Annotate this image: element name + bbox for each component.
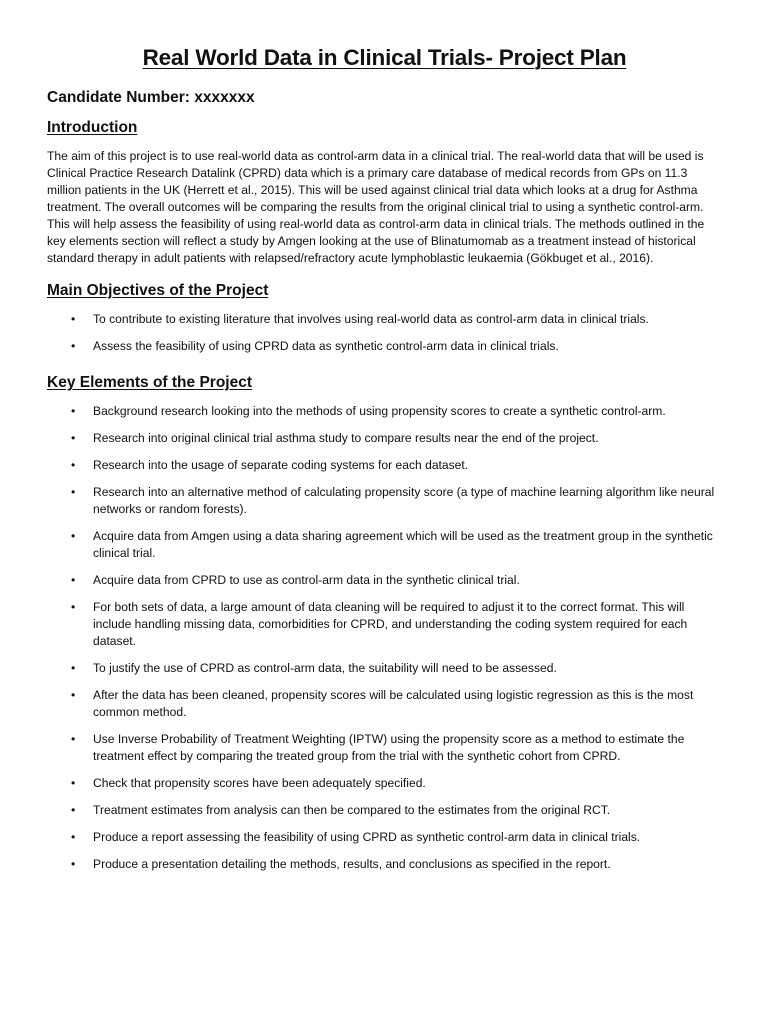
list-item-text: Treatment estimates from analysis can then be compared to the estimates from the original RCT. [93, 803, 611, 817]
key-elements-heading: Key Elements of the Project [47, 374, 253, 391]
list-item-text: Research into original clinical trial asthma study to compare results near the end of the project. [93, 431, 599, 445]
introduction-paragraph: The aim of this project is to use real-world data as control-arm data in a clinical trial. The real-world data that will be used is Clinical Practice Research Datalink (CPRD) data which is a primary care database of medical records from GPs on 11.3 million patients in the UK (Herrett et al., 2015). This will be used against clinical trial data which looks at a drug for Asthma treatment. The overall outcomes will be comparing the results from the original clinical trial to using a synthetic control-arm. This will help assess the feasibility of using real-world data as control-arm data in clinical trials. The methods outlined in the key elements section will reflect a study by Amgen looking at the use of Blinatumomab as a treatment instead of historical standard therapy in adult patients with relapsed/refractory acute lymphoblastic leukaemia (Gökbuget et al., 2016). [47, 149, 705, 265]
list-item [47, 775, 722, 792]
bullet-icon: • [71, 404, 76, 418]
list-item [47, 660, 722, 677]
list-item-text: To justify the use of CPRD as control-arm data, the suitability will need to be assessed. [93, 661, 557, 675]
list-item-text: To contribute to existing literature that involves using real-world data as control-arm data in clinical trials. [93, 312, 649, 326]
list-item [47, 403, 722, 420]
bullet-icon: • [71, 485, 76, 499]
bullet-icon: • [71, 312, 76, 326]
key-elements-list [47, 403, 722, 873]
bullet-icon: • [71, 857, 76, 871]
list-item [47, 311, 722, 328]
list-item-text: Use Inverse Probability of Treatment Weighting (IPTW) using the propensity score as a method to estimate the treatment effect by comparing the treated group from the trial with the synthetic cohort from CPRD. [93, 732, 685, 763]
list-item [47, 687, 722, 721]
bullet-icon: • [71, 529, 76, 543]
bullet-icon: • [71, 339, 76, 353]
list-item [47, 599, 722, 650]
introduction-heading: Introduction [47, 119, 138, 136]
list-item [47, 528, 722, 562]
list-item [47, 731, 722, 765]
objectives-list [47, 311, 722, 355]
list-item [47, 338, 722, 355]
bullet-icon: • [71, 458, 76, 472]
candidate-number: Candidate Number: xxxxxxx [47, 89, 255, 106]
list-item-text: Acquire data from Amgen using a data sharing agreement which will be used as the treatment group in the synthetic clinical trial. [93, 529, 713, 560]
list-item-text: Research into an alternative method of calculating propensity score (a type of machine learning algorithm like neural networks or random forests). [93, 485, 715, 516]
list-item-text: Background research looking into the methods of using propensity scores to create a synthetic control-arm. [93, 404, 666, 418]
bullet-icon: • [71, 776, 76, 790]
bullet-icon: • [71, 732, 76, 746]
page-title: Real World Data in Clinical Trials- Project Plan [142, 45, 627, 70]
list-item-text: Produce a presentation detailing the methods, results, and conclusions as specified in the report. [93, 857, 611, 871]
list-item-text: Assess the feasibility of using CPRD data as synthetic control-arm data in clinical trials. [93, 339, 559, 353]
bullet-icon: • [71, 600, 76, 614]
list-item-text: Research into the usage of separate coding systems for each dataset. [93, 458, 469, 472]
list-item [47, 829, 722, 846]
list-item [47, 430, 722, 447]
bullet-icon: • [71, 431, 76, 445]
bullet-icon: • [71, 573, 76, 587]
list-item [47, 856, 722, 873]
list-item-text: Acquire data from CPRD to use as control-arm data in the synthetic clinical trial. [93, 573, 520, 587]
list-item-text: For both sets of data, a large amount of data cleaning will be required to adjust it to the correct format. This will include handling missing data, comorbidities for CPRD, and understanding the coding system required for each dataset. [93, 600, 688, 648]
bullet-icon: • [71, 661, 76, 675]
bullet-icon: • [71, 803, 76, 817]
list-item [47, 457, 722, 474]
list-item-text: Check that propensity scores have been adequately specified. [93, 776, 426, 790]
bullet-icon: • [71, 688, 76, 702]
list-item [47, 484, 722, 518]
bullet-icon: • [71, 830, 76, 844]
objectives-heading: Main Objectives of the Project [47, 282, 269, 299]
list-item [47, 572, 722, 589]
list-item [47, 802, 722, 819]
list-item-text: After the data has been cleaned, propensity scores will be calculated using logistic regression as this is the most common method. [93, 688, 694, 719]
list-item-text: Produce a report assessing the feasibility of using CPRD as synthetic control-arm data in clinical trials. [93, 830, 641, 844]
